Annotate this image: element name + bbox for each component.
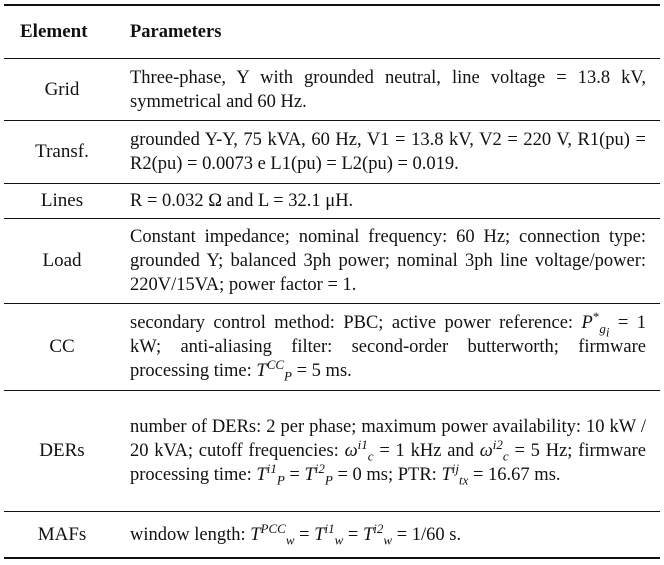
row-element: DERs (39, 440, 85, 461)
table-row-cc (4, 303, 660, 390)
table-row-load (4, 218, 660, 303)
row-parameters: Constant impedance; nominal frequency: 60 Hz; connection type: grounded Y; balanced 3ph power; nominal 3ph line voltage/power: 220V/15VA; power factor = 1. (130, 227, 646, 295)
row-parameters: Three-phase, Y with grounded neutral, line voltage = 13.8 kV, symmetrical and 60 Hz. (130, 67, 646, 112)
header-parameters: Parameters (130, 22, 222, 42)
table-row-grid (4, 58, 660, 120)
row-element: Load (42, 250, 82, 271)
row-element: Grid (44, 78, 80, 100)
row-element: MAFs (37, 523, 87, 545)
table-row-lines (4, 183, 660, 218)
parameters-table (4, 4, 660, 559)
row-element: Transf. (35, 141, 89, 162)
row-parameters: secondary control method: PBC; active power reference: $P^*_{g_i} = 1$ kW; anti-aliasing filter: second-order butterworth; firmware processing time: $T^{CC}_P = 5$ ms. (130, 308, 646, 384)
table-row-mafs (4, 511, 660, 557)
table-row-transf (4, 120, 660, 183)
row-parameters: window length: $T^{PCC}_w = T^{i1}_w = T^{i2}_w = 1/60$ s. (130, 520, 462, 548)
row-element: CC (49, 336, 75, 357)
header-element: Element (20, 21, 88, 42)
row-parameters: grounded Y-Y, 75 kVA, 60 Hz, V1 = 13.8 kV, V2 = 220 V, R1(pu) = R2(pu) = 0.0073 e L1(pu) = L2(pu) = 0.019. (130, 130, 646, 174)
row-element: Lines (40, 190, 84, 211)
row-parameters: number of DERs: 2 per phase; maximum power availability: 10 kW / 20 kVA; cutoff frequencies: $\omega^{i1}_c = 1$ kHz and $\omega^{i2}_c = 5$ Hz; firmware processing time: $T^{i1}_P = T^{i2}_P = 0$ ms; PTR: $T^{ij}_{tx} = 16.67$ ms. (130, 417, 646, 488)
row-parameters: R = 0.032 Ω and L = 32.1 μH. (130, 191, 354, 211)
table-header (4, 6, 660, 58)
table-row-ders (4, 390, 660, 511)
